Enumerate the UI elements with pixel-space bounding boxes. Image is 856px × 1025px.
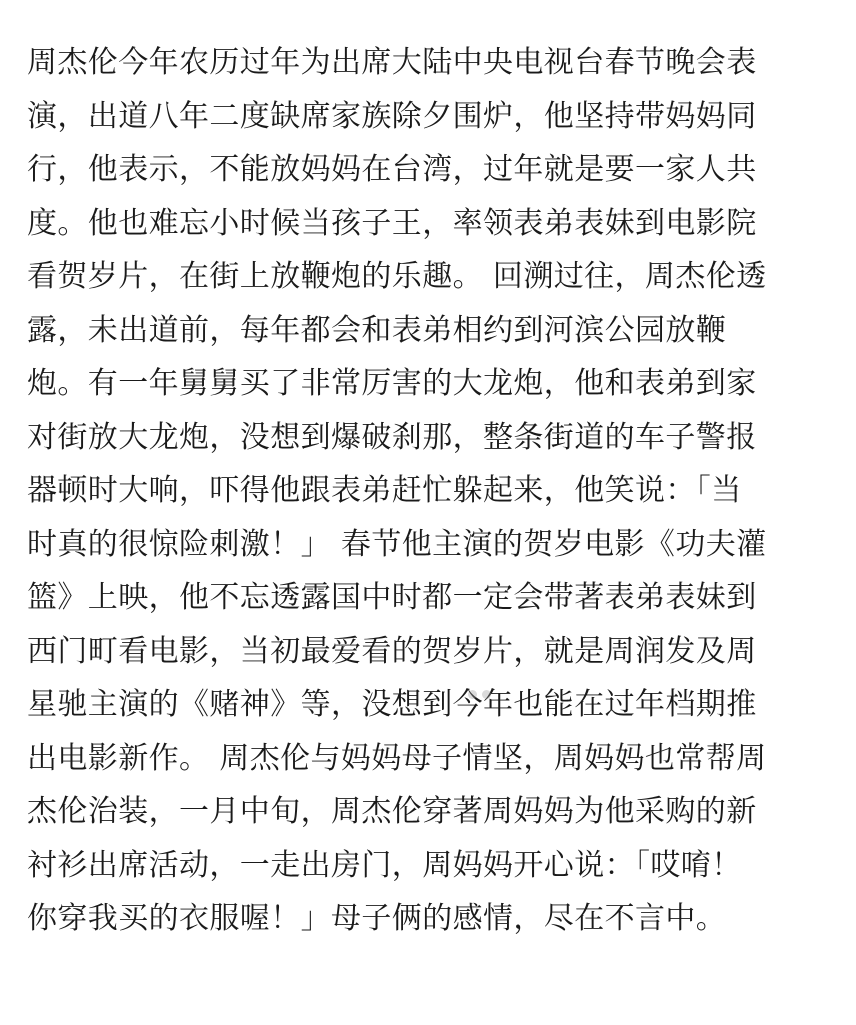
text-line: 衬衫出席活动，一走出房门，周妈妈开心说：「哎唷！: [27, 847, 742, 883]
text-line: 度。他也难忘小时候当孩子王，率领表弟表妹到电影院: [27, 205, 757, 241]
text-line: 出电影新作。 周杰伦与妈妈母子情坚，周妈妈也常帮周: [27, 740, 767, 776]
text-line: 露，未出道前，每年都会和表弟相约到河滨公园放鞭: [27, 312, 727, 348]
text-line: 杰伦治装，一月中旬，周杰伦穿著周妈妈为他采购的新: [27, 794, 757, 829]
watermark-dots-icon: [468, 686, 494, 704]
article-body: [27, 36, 827, 946]
text-line: 器顿时大响，吓得他跟表弟赶忙躲起来，他笑说：「当: [27, 473, 742, 508]
text-line: 对街放大龙炮，没想到爆破刹那，整条街道的车子警报: [27, 419, 757, 455]
text-line: 你穿我买的衣服喔！」母子俩的感情，尽在不言中。: [27, 901, 727, 936]
text-line: 炮。有一年舅舅买了非常厉害的大龙炮，他和表弟到家: [27, 366, 757, 401]
text-line: 西门町看电影，当初最爱看的贺岁片，就是周润发及周: [27, 633, 757, 669]
text-line: 演，出道八年二度缺席家族除夕围炉，他坚持带妈妈同: [27, 98, 757, 134]
text-line: 时真的很惊险刺激！」 春节他主演的贺岁电影《功夫灌: [27, 526, 767, 562]
text-line: 周杰伦今年农历过年为出席大陆中央电视台春节晚会表: [27, 45, 757, 80]
text-line: 篮》上映，他不忘透露国中时都一定会带著表弟表妹到: [27, 580, 757, 615]
text-line: 看贺岁片，在街上放鞭炮的乐趣。 回溯过往，周杰伦透: [27, 259, 767, 294]
text-line: 星驰主演的《赌神》等，没想到今年也能在过年档期推: [27, 687, 757, 722]
text-line: 行，他表示，不能放妈妈在台湾，过年就是要一家人共: [27, 152, 757, 187]
